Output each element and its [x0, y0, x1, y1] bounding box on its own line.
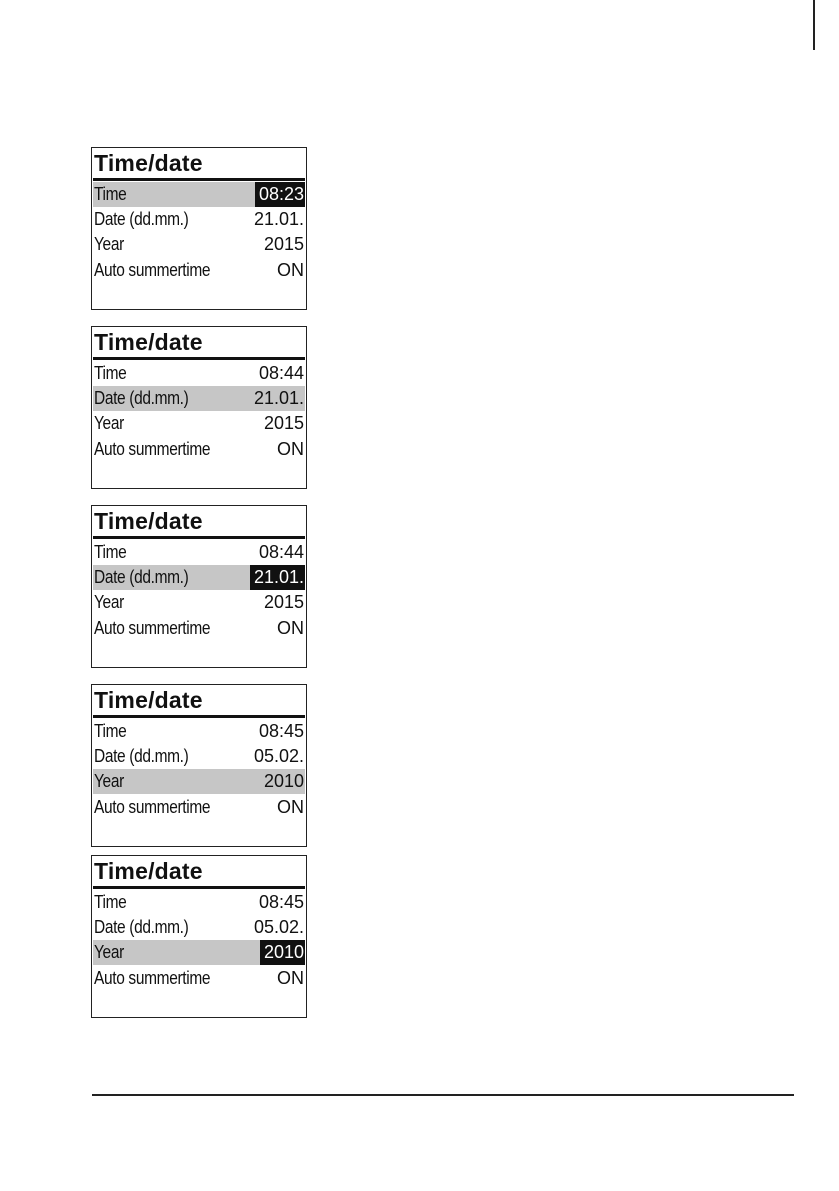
menu-row-time[interactable] [93, 719, 305, 744]
row-label: Date (dd.mm.) [94, 917, 189, 937]
row-label: Auto summertime [94, 968, 211, 988]
row-value: ON [277, 618, 304, 638]
title-divider [93, 536, 305, 539]
row-value[interactable]: 21.01. [250, 565, 305, 590]
row-value: 08:45 [258, 721, 304, 741]
menu-row-year[interactable] [93, 590, 305, 615]
row-label: Date (dd.mm.) [94, 567, 189, 587]
menu-row-auto-summertime[interactable] [93, 258, 305, 283]
menu-row-date[interactable] [93, 915, 305, 940]
row-value[interactable]: 08:23 [255, 182, 305, 207]
row-label: Time [94, 721, 127, 741]
row-value: 08:44 [258, 542, 304, 562]
row-label: Time [94, 184, 127, 204]
title-divider [93, 357, 305, 360]
title-divider [93, 715, 305, 718]
menu-row-year[interactable] [93, 232, 305, 257]
row-value: 05.02. [253, 746, 304, 766]
row-label: Date (dd.mm.) [94, 746, 189, 766]
row-value: 21.01. [253, 388, 304, 408]
row-label: Year [94, 942, 124, 962]
row-value: 2015 [263, 413, 304, 433]
screen-title: Time/date [94, 329, 203, 355]
menu-row-year[interactable] [93, 411, 305, 436]
menu-row-time[interactable] [93, 890, 305, 915]
menu-row-auto-summertime[interactable] [93, 795, 305, 820]
menu-row-time[interactable] [93, 361, 305, 386]
menu-row-time[interactable] [93, 540, 305, 565]
menu-row-time[interactable] [93, 182, 305, 207]
time-date-screen-3 [91, 505, 307, 668]
row-label: Year [94, 771, 124, 791]
row-label: Auto summertime [94, 439, 211, 459]
footer-divider [92, 1094, 794, 1096]
menu-row-auto-summertime[interactable] [93, 437, 305, 462]
row-value: 2010 [263, 771, 304, 791]
row-label: Date (dd.mm.) [94, 388, 189, 408]
menu-row-date[interactable] [93, 744, 305, 769]
row-value: 21.01. [253, 209, 304, 229]
row-label: Time [94, 363, 127, 383]
row-value: ON [277, 439, 304, 459]
screen-title: Time/date [94, 508, 203, 534]
menu-row-date[interactable] [93, 565, 305, 590]
row-value: 2015 [263, 234, 304, 254]
row-label: Time [94, 542, 127, 562]
row-value: ON [277, 797, 304, 817]
page-corner-mark [813, 0, 815, 50]
row-value: 05.02. [253, 917, 304, 937]
row-label: Year [94, 234, 124, 254]
row-value: 2015 [263, 592, 304, 612]
row-label: Year [94, 413, 124, 433]
screen-title: Time/date [94, 687, 203, 713]
menu-row-auto-summertime[interactable] [93, 616, 305, 641]
menu-row-date[interactable] [93, 386, 305, 411]
row-label: Date (dd.mm.) [94, 209, 189, 229]
row-value: ON [277, 968, 304, 988]
row-value[interactable]: 2010 [260, 940, 305, 965]
menu-row-date[interactable] [93, 207, 305, 232]
row-label: Year [94, 592, 124, 612]
row-value: 08:45 [258, 892, 304, 912]
row-label: Auto summertime [94, 797, 211, 817]
title-divider [93, 178, 305, 181]
row-value: ON [277, 260, 304, 280]
row-label: Time [94, 892, 127, 912]
row-label: Auto summertime [94, 260, 211, 280]
time-date-screen-4 [91, 684, 307, 847]
screen-title: Time/date [94, 858, 203, 884]
screen-title: Time/date [94, 150, 203, 176]
time-date-screen-2 [91, 326, 307, 489]
row-label: Auto summertime [94, 618, 211, 638]
time-date-screen-1 [91, 147, 307, 310]
menu-row-auto-summertime[interactable] [93, 966, 305, 991]
row-value: 08:44 [258, 363, 304, 383]
menu-row-year[interactable] [93, 940, 305, 965]
time-date-screen-5 [91, 855, 307, 1018]
menu-row-year[interactable] [93, 769, 305, 794]
title-divider [93, 886, 305, 889]
